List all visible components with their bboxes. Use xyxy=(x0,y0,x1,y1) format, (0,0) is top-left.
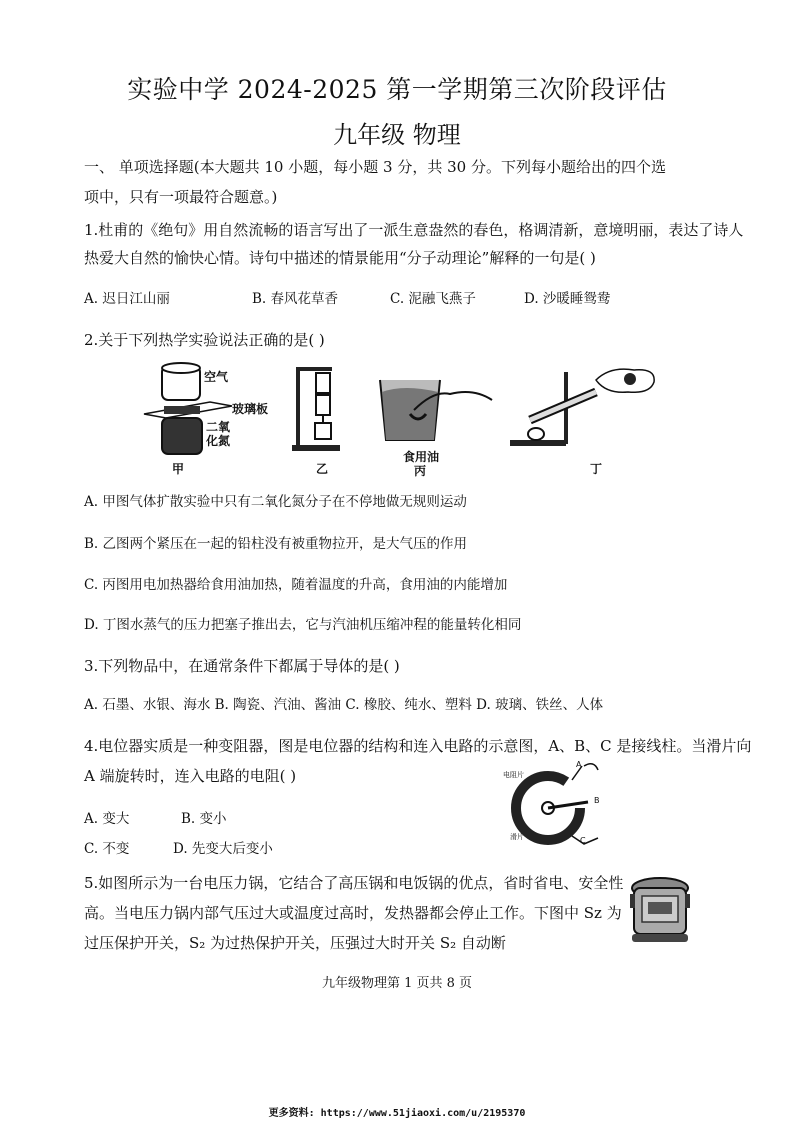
q4-option-d: D. 先变大后变小 xyxy=(173,841,273,857)
label-terminal-b: B xyxy=(594,796,600,805)
section-heading-line2: 项中，只有一项最符合题意。) xyxy=(84,188,278,206)
q4-option-c: C. 不变 xyxy=(84,841,130,857)
label-resistor-strip: 电阻片 xyxy=(503,771,524,779)
label-cooking-oil: 食用油 xyxy=(403,450,440,464)
label-slider: 滑片 xyxy=(510,833,524,841)
q2-option-a: A. 甲图气体扩散实验中只有二氧化氮分子在不停地做无规则运动 xyxy=(84,494,467,510)
q4-option-a: A. 变大 xyxy=(84,811,130,827)
label-ding: 丁 xyxy=(590,462,603,476)
label-glass-plate: 玻璃板 xyxy=(232,402,269,416)
q4-stem-line1: 4.电位器实质是一种变阻器，图是电位器的结构和连入电路的示意图，A、B、C 是接线柱。当滑片向 xyxy=(84,737,752,755)
lead-cylinder-figure xyxy=(290,365,350,455)
source-credit: 更多资料: https://www.51jiaoxi.com/u/2195370 xyxy=(268,1108,526,1119)
pressure-cooker-image xyxy=(628,874,692,948)
q5-stem-line3: 过压保护开关，S₂ 为过热保护开关，压强过大时开关 S₂ 自动断 xyxy=(84,934,506,952)
q5-stem-line1: 5.如图所示为一台电压力锅，它结合了高压锅和电饭锅的优点，省时省电、安全性 xyxy=(84,874,624,892)
q1-stem-line1: 1.杜甫的《绝句》用自然流畅的语言写出了一派生意盎然的春色，格调清新，意境明丽，表达了诗人 xyxy=(84,221,744,239)
label-nitrogen-dioxide: 二氧化氮 xyxy=(206,420,231,448)
label-jia: 甲 xyxy=(172,462,185,476)
q1-option-b: B. 春风花草香 xyxy=(252,291,339,307)
label-air: 空气 xyxy=(204,370,229,384)
q2-option-b: B. 乙图两个紧压在一起的铅柱没有被重物拉开，是大气压的作用 xyxy=(84,536,468,552)
q3-options: A. 石墨、水银、海水 B. 陶瓷、汽油、酱油 C. 橡胶、纯水、塑料 D. 玻璃、铁丝、人体 xyxy=(84,697,604,713)
q1-option-a: A. 迟日江山丽 xyxy=(84,291,170,307)
q1-option-d: D. 沙暖睡鸳鸯 xyxy=(524,291,611,307)
q4-option-b: B. 变小 xyxy=(181,811,227,827)
steam-plug-figure xyxy=(506,362,666,452)
q1-option-c: C. 泥融飞燕子 xyxy=(390,291,476,307)
q1-stem-line2: 热爱大自然的愉快心情。诗句中描述的情景能用“分子动理论”解释的一句是( ) xyxy=(84,249,596,267)
page-footer: 九年级物理第 1 页共 8 页 xyxy=(321,976,473,991)
label-terminal-a: A xyxy=(576,760,582,769)
label-yi: 乙 xyxy=(316,462,329,476)
label-terminal-c: C xyxy=(580,836,586,845)
q4-stem-line2: A 端旋转时，连入电路的电阻( ) xyxy=(84,767,297,785)
q5-stem-line2: 高。当电压力锅内部气压过大或温度过高时，发热器都会停止工作。下图中 Sz 为 xyxy=(84,904,622,922)
q2-stem: 2.关于下列热学实验说法正确的是( ) xyxy=(84,331,325,349)
section-heading-line1: 一、 单项选择题(本大题共 10 小题，每小题 3 分，共 30 分。下列每小题给出的四个选 xyxy=(84,158,666,176)
q2-option-d: D. 丁图水蒸气的压力把塞子推出去，它与汽油机压缩冲程的能量转化相同 xyxy=(84,617,522,633)
label-bing: 丙 xyxy=(414,464,427,478)
q3-stem: 3.下列物品中，在通常条件下都属于导体的是( ) xyxy=(84,657,400,675)
page-subtitle: 九年级 物理 xyxy=(333,121,461,149)
q2-option-c: C. 丙图用电加热器给食用油加热，随着温度的升高，食用油的内能增加 xyxy=(84,577,508,593)
cooking-oil-heating-figure xyxy=(374,370,494,450)
page-title: 实验中学 2024-2025 第一学期第三次阶段评估 xyxy=(127,75,667,104)
